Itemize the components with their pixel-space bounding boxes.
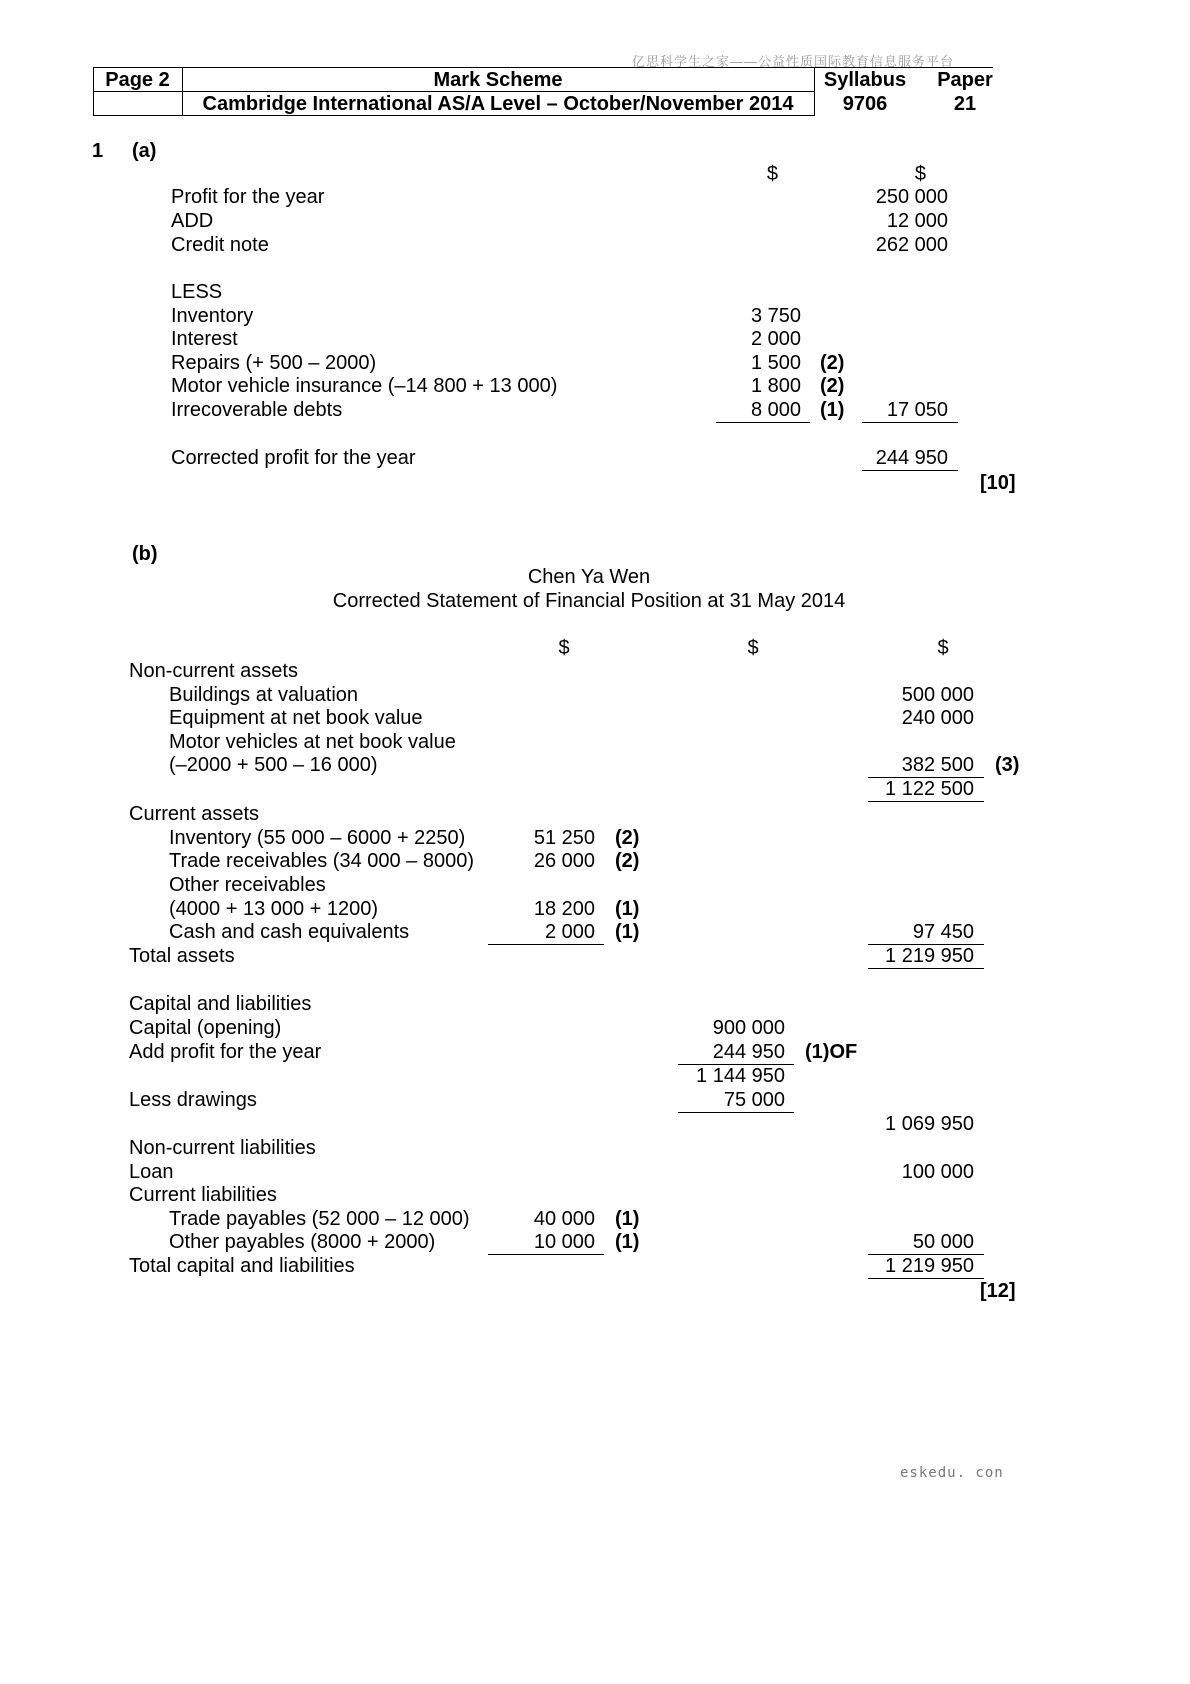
- b-add-profit-mark: (1)OF: [805, 1041, 858, 1063]
- b-col-head: $: [747, 637, 759, 659]
- a-profit-label: Profit for the year: [171, 186, 325, 208]
- header-page: Page 2: [105, 69, 170, 91]
- header-syllabus-label: Syllabus: [823, 69, 907, 91]
- b-total-cl-label: Total capital and liabilities: [129, 1255, 355, 1277]
- a-less-label: LESS: [171, 281, 223, 303]
- b-op-mark: (1): [615, 1231, 640, 1253]
- b-equipment-value: 240 000: [901, 707, 974, 729]
- b-tp-value: 40 000: [533, 1208, 595, 1230]
- a-row-value: 1 800: [750, 375, 801, 397]
- b-total-cl-value: 1 219 950: [885, 1255, 974, 1277]
- b-inventory-label: Inventory (55 000 – 6000 + 2250): [169, 827, 466, 849]
- b-inventory-mark: (2): [615, 827, 640, 849]
- b-loan-value: 100 000: [901, 1161, 974, 1183]
- b-capital-label: Capital (opening): [129, 1017, 282, 1039]
- header-subtitle: Cambridge International AS/A Level – October/November 2014: [202, 93, 794, 115]
- b-drawings-label: Less drawings: [129, 1089, 257, 1111]
- a-total-marks: [10]: [980, 472, 1016, 494]
- b-inventory-value: 51 250: [533, 827, 595, 849]
- a-row-label: Interest: [171, 328, 238, 350]
- part-a-label: (a): [132, 140, 157, 162]
- b-col-head: $: [937, 637, 949, 659]
- b-nca-label: Non-current assets: [129, 660, 298, 682]
- b-mv-mark: (3): [995, 754, 1020, 776]
- b-col-head: $: [558, 637, 570, 659]
- b-tr-label: Trade receivables (34 000 – 8000): [169, 850, 474, 872]
- a-row-label: Motor vehicle insurance (–14 800 + 13 000): [171, 375, 558, 397]
- b-or-calc: (4000 + 13 000 + 1200): [169, 898, 379, 920]
- header-title: Mark Scheme: [433, 69, 563, 91]
- b-underline: [488, 944, 604, 945]
- a-add-value: 12 000: [886, 210, 948, 232]
- b-total-assets-value: 1 219 950: [885, 945, 974, 967]
- b-tr-mark: (2): [615, 850, 640, 872]
- a-row-mark: (1): [820, 399, 845, 421]
- b-statement-title: Corrected Statement of Financial Position at 31 May 2014: [332, 590, 846, 612]
- b-tp-mark: (1): [615, 1208, 640, 1230]
- a-add-label: ADD: [171, 210, 214, 232]
- b-ca-label: Current assets: [129, 803, 260, 825]
- header-paper-value: 21: [953, 93, 977, 115]
- b-cliab-label: Current liabilities: [129, 1184, 277, 1206]
- b-underline: [868, 801, 984, 802]
- a-profit-value: 250 000: [875, 186, 948, 208]
- b-drawings-value: 75 000: [723, 1089, 785, 1111]
- b-underline: [678, 1112, 794, 1113]
- b-add-profit-value: 244 950: [712, 1041, 785, 1063]
- header-syllabus-value: 9706: [842, 93, 888, 115]
- a-row-label: Inventory: [171, 305, 254, 327]
- b-cl-head: Capital and liabilities: [129, 993, 312, 1015]
- b-cl-total: 50 000: [912, 1231, 974, 1253]
- b-add-profit-label: Add profit for the year: [129, 1041, 322, 1063]
- b-or-mark: (1): [615, 898, 640, 920]
- a-row-mark: (2): [820, 375, 845, 397]
- a-row-value: 8 000: [750, 399, 801, 421]
- a-row-value: 2 000: [750, 328, 801, 350]
- a-col2-head: $: [914, 163, 926, 185]
- b-buildings-value: 500 000: [901, 684, 974, 706]
- b-total-marks: [12]: [980, 1280, 1016, 1302]
- header-paper-label: Paper: [937, 69, 993, 91]
- a-corrected-label: Corrected profit for the year: [171, 447, 416, 469]
- question-number: 1: [92, 140, 104, 162]
- b-cash-mark: (1): [615, 921, 640, 943]
- b-ncl-label: Non-current liabilities: [129, 1137, 316, 1159]
- a-col1-head: $: [766, 163, 778, 185]
- b-or-value: 18 200: [533, 898, 595, 920]
- watermark-text: 亿思科学生之家——公益性质国际教育信息服务平台: [632, 54, 955, 69]
- a-credit-label: Credit note: [171, 234, 269, 256]
- b-or-label: Other receivables: [169, 874, 326, 896]
- a-credit-value: 262 000: [875, 234, 948, 256]
- a-row-mark: (2): [820, 352, 845, 374]
- a-underline: [716, 422, 810, 423]
- b-cash-value: 2 000: [544, 921, 595, 943]
- b-total-assets-label: Total assets: [129, 945, 235, 967]
- b-subtotal: 1 144 950: [696, 1065, 785, 1087]
- b-closing-capital: 1 069 950: [885, 1113, 974, 1135]
- b-op-label: Other payables (8000 + 2000): [169, 1231, 436, 1253]
- b-nca-total: 1 122 500: [885, 778, 974, 800]
- footer-text: eskedu. con: [900, 1465, 1004, 1481]
- b-underline: [868, 968, 984, 969]
- b-cash-label: Cash and cash equivalents: [169, 921, 410, 943]
- b-name: Chen Ya Wen: [527, 566, 651, 588]
- a-row-value: 3 750: [750, 305, 801, 327]
- b-capital-value: 900 000: [712, 1017, 785, 1039]
- a-row-label: Repairs (+ 500 – 2000): [171, 352, 377, 374]
- a-row-label: Irrecoverable debts: [171, 399, 343, 421]
- b-mv-label: Motor vehicles at net book value: [169, 731, 456, 753]
- a-underline: [862, 422, 958, 423]
- b-mv-value: 382 500: [901, 754, 974, 776]
- b-loan-label: Loan: [129, 1161, 174, 1183]
- b-op-value: 10 000: [533, 1231, 595, 1253]
- b-underline: [488, 1254, 604, 1255]
- b-equipment-label: Equipment at net book value: [169, 707, 423, 729]
- b-tp-label: Trade payables (52 000 – 12 000): [169, 1208, 470, 1230]
- b-underline: [868, 1278, 984, 1279]
- b-tr-value: 26 000: [533, 850, 595, 872]
- b-mv-calc: (–2000 + 500 – 16 000): [169, 754, 378, 776]
- part-b-label: (b): [132, 543, 158, 565]
- b-ca-total: 97 450: [912, 921, 974, 943]
- a-corrected-value: 244 950: [875, 447, 948, 469]
- a-row-value: 1 500: [750, 352, 801, 374]
- a-less-total: 17 050: [886, 399, 948, 421]
- a-underline: [862, 470, 958, 471]
- b-buildings-label: Buildings at valuation: [169, 684, 359, 706]
